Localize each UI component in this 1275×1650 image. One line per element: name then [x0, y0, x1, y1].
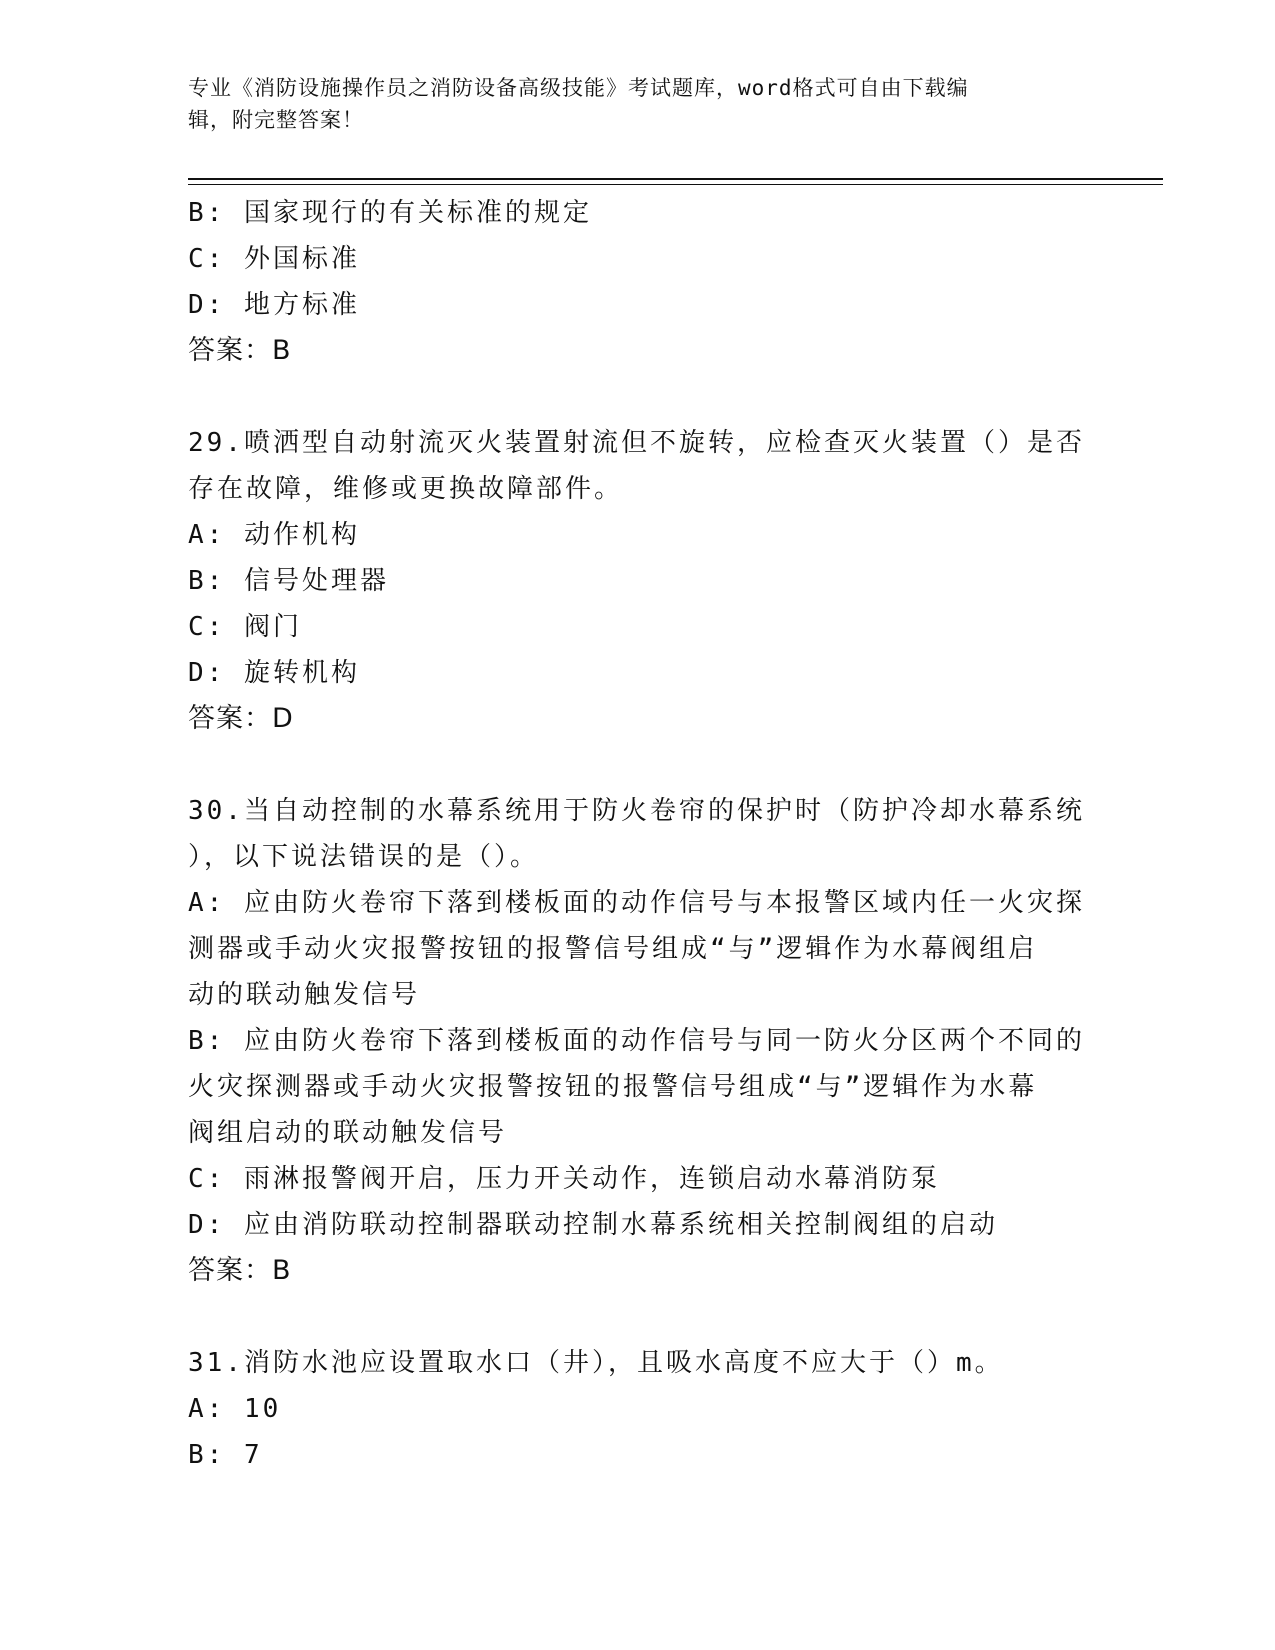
q28-option-d: D: 地方标准 — [188, 290, 360, 320]
question-29 — [188, 420, 1088, 742]
question-spacer — [188, 742, 1088, 788]
q28-option-c: C: 外国标准 — [188, 244, 360, 274]
question-31 — [188, 1340, 1088, 1478]
question-spacer — [188, 1294, 1088, 1340]
q28-answer: 答案：B — [188, 335, 292, 366]
q30-option-b-line-2: 火灾探测器或手动火灾报警按钮的报警信号组成“与”逻辑作为水幕 — [188, 1072, 1038, 1102]
q30-stem-line-2: ），以下说法错误的是（）。 — [188, 842, 540, 872]
q29-option-d: D: 旋转机构 — [188, 658, 360, 688]
header-line-2: 辑，附完整答案！ — [188, 108, 364, 132]
header-line-1: 专业《消防设施操作员之消防设备高级技能》考试题库，word格式可自由下载编 — [188, 76, 969, 100]
question-spacer — [188, 374, 1088, 420]
q30-option-c: C: 雨淋报警阀开启，压力开关动作，连锁启动水幕消防泵 — [188, 1164, 940, 1194]
question-28 — [188, 190, 1088, 374]
q31-option-a: A: 10 — [188, 1394, 282, 1424]
q30-option-d: D: 应由消防联动控制器联动控制水幕系统相关控制阀组的启动 — [188, 1210, 998, 1240]
header-divider-thin — [188, 184, 1163, 185]
q31-stem: 31.消防水池应设置取水口（井），且吸水高度不应大于（）m。 — [188, 1348, 1004, 1378]
q30-option-b-line-3: 阀组启动的联动触发信号 — [188, 1118, 508, 1148]
q29-stem-line-1: 29.喷洒型自动射流灭火装置射流但不旋转，应检查灭火装置（）是否 — [188, 428, 1085, 458]
q29-option-b: B: 信号处理器 — [188, 566, 389, 596]
q29-option-a: A: 动作机构 — [188, 520, 360, 550]
q30-option-a-line-1: A: 应由防火卷帘下落到楼板面的动作信号与本报警区域内任一火灾探 — [188, 888, 1085, 918]
document-header — [188, 72, 1078, 136]
q30-stem-line-1: 30.当自动控制的水幕系统用于防火卷帘的保护时（防护冷却水幕系统 — [188, 796, 1085, 826]
q31-option-b: B: 7 — [188, 1440, 263, 1470]
q30-answer: 答案：B — [188, 1255, 292, 1286]
question-content — [188, 190, 1088, 1478]
q29-option-c: C: 阀门 — [188, 612, 302, 642]
q29-stem-line-2: 存在故障，维修或更换故障部件。 — [188, 474, 624, 504]
q30-option-a-line-2: 测器或手动火灾报警按钮的报警信号组成“与”逻辑作为水幕阀组启 — [188, 934, 1038, 964]
q29-answer: 答案：D — [188, 703, 294, 734]
header-divider-thick — [188, 178, 1163, 180]
q28-option-b: B: 国家现行的有关标准的规定 — [188, 198, 592, 228]
q30-option-b-line-1: B: 应由防火卷帘下落到楼板面的动作信号与同一防火分区两个不同的 — [188, 1026, 1085, 1056]
q30-option-a-line-3: 动的联动触发信号 — [188, 980, 421, 1010]
question-30 — [188, 788, 1088, 1294]
